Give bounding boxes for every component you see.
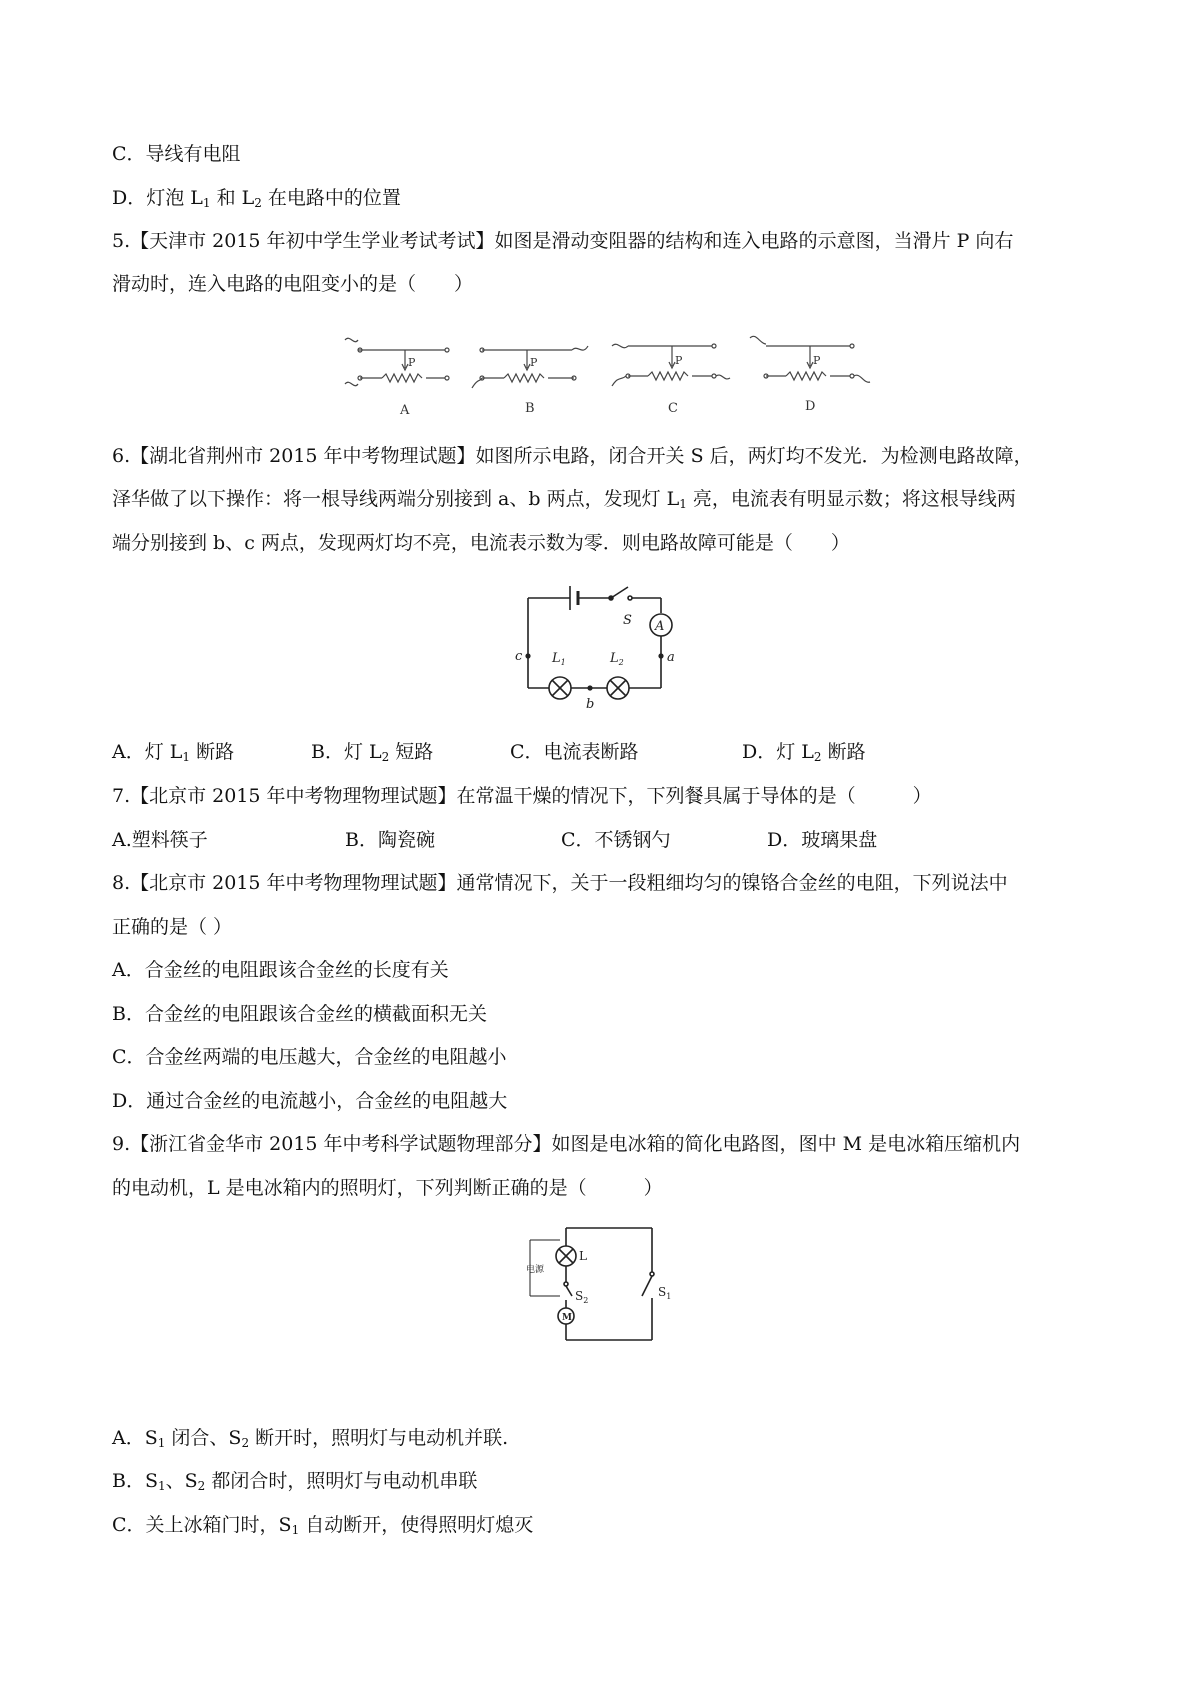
- q5-slider-label-d: P: [813, 354, 821, 367]
- q6-option-b: B．灯 $L_2$ 短路: [311, 741, 434, 764]
- q8-stem-line2: 正确的是（ ）: [112, 916, 233, 938]
- q6-ammeter-label: A: [655, 619, 665, 634]
- q7-option-b: B．陶瓷碗: [345, 829, 435, 851]
- q6-option-d: D．灯 $L_2$ 断路: [742, 741, 866, 764]
- q9-stem-line1: 9.【浙江省金华市 2015 年中考科学试题物理部分】如图是电冰箱的简化电路图，图中 M 是电冰箱压缩机内: [112, 1133, 1021, 1155]
- q9-source-label: 电源: [526, 1265, 545, 1275]
- q6-node-b: [587, 685, 592, 690]
- q6-lamp2-label: $L_2$: [610, 651, 624, 667]
- q8-option-c: C．合金丝两端的电压越大，合金丝的电阻越小: [112, 1046, 507, 1068]
- q5-diagram-a: [345, 338, 449, 385]
- q7-stem: 7.【北京市 2015 年中考物理物理试题】在常温干燥的情况下，下列餐具属于导体的是（ ）: [112, 785, 932, 807]
- q6-lamp1-label: $L_1$: [552, 651, 566, 667]
- q9-option-b: B．$S_1$、$S_2$ 都闭合时，照明灯与电动机串联: [112, 1470, 478, 1493]
- q6-node-c: [525, 653, 530, 658]
- q8-option-b: B．合金丝的电阻跟该合金丝的横截面积无关: [112, 1003, 487, 1025]
- q6-option-a: A．灯 $L_1$ 断路: [112, 741, 235, 764]
- q6-switch-label: S: [623, 613, 632, 628]
- q6-c-label: c: [515, 649, 523, 664]
- q9-option-c: C．关上冰箱门时，$S_1$ 自动断开，使得照明灯熄灭: [112, 1514, 534, 1537]
- q6-circuit-figure: [510, 578, 690, 726]
- q6-node-a: [658, 653, 663, 658]
- q9-s1-label: $S_1$: [658, 1285, 672, 1301]
- q9-fridge-circuit-figure: [520, 1220, 680, 1352]
- q9-option-a: A．$S_1$ 闭合、$S_2$ 断开时，照明灯与电动机并联.: [112, 1427, 509, 1450]
- q5-label-d: D: [805, 399, 816, 414]
- q9-motor-label: M: [562, 1313, 572, 1323]
- q5-label-a: A: [400, 403, 410, 418]
- q5-slider-label-a: P: [408, 356, 416, 369]
- q9-s2-label: $S_2$: [575, 1289, 589, 1305]
- q7-option-a: A.塑料筷子: [112, 829, 208, 851]
- q9-switch-s2-blade: [566, 1286, 572, 1296]
- q4-option-c: C．导线有电阻: [112, 143, 241, 165]
- q5-stem-line2: 滑动时，连入电路的电阻变小的是（ ）: [112, 273, 474, 295]
- q5-slider-label-b: P: [530, 356, 538, 369]
- q5-label-c: C: [668, 401, 678, 416]
- q9-stem-line2: 的电动机，L 是电冰箱内的照明灯，下列判断正确的是（ ）: [112, 1177, 663, 1199]
- q8-option-a: A．合金丝的电阻跟该合金丝的长度有关: [112, 959, 449, 981]
- q5-stem-line1: 5.【天津市 2015 年初中学生学业考试考试】如图是滑动变阻器的结构和连入电路的示意图，当滑片 P 向右: [112, 230, 1014, 252]
- q7-option-d: D．玻璃果盘: [767, 829, 878, 851]
- q5-label-b: B: [525, 401, 535, 416]
- q5-rheostat-figure: [340, 332, 880, 422]
- q8-option-d: D．通过合金丝的电流越小，合金丝的电阻越大: [112, 1090, 508, 1112]
- q6-stem-line1: 6.【湖北省荆州市 2015 年中考物理试题】如图所示电路，闭合开关 S 后，两灯均不发光．为检测电路故障，: [112, 445, 1033, 467]
- q9-switch-s1-blade: [642, 1276, 652, 1296]
- q6-option-c: C．电流表断路: [510, 741, 639, 763]
- q6-b-label: b: [586, 697, 595, 712]
- q5-slider-label-c: P: [675, 354, 683, 367]
- q5-diagram-c: [612, 344, 730, 386]
- q6-a-label: a: [667, 650, 675, 665]
- q8-stem-line1: 8.【北京市 2015 年中考物理物理试题】通常情况下，关于一段粗细均匀的镍铬合金丝的电阻，下列说法中: [112, 872, 1008, 894]
- q9-lamp-label: L: [579, 1249, 587, 1263]
- q6-stem-line3: 端分别接到 b、c 两点，发现两灯均不亮，电流表示数为零．则电路故障可能是（ ）: [112, 532, 850, 554]
- q5-diagram-d: [750, 336, 870, 382]
- q7-option-c: C．不锈钢勺: [561, 829, 671, 851]
- q6-switch-blade: [611, 587, 628, 598]
- q4-option-d: D．灯泡 $L_1$ 和 $L_2$ 在电路中的位置: [112, 187, 401, 210]
- q6-stem-line2: 泽华做了以下操作：将一根导线两端分别接到 a、b 两点，发现灯 $L_1$ 亮，电流表有明显示数；将这根导线两: [112, 488, 1016, 511]
